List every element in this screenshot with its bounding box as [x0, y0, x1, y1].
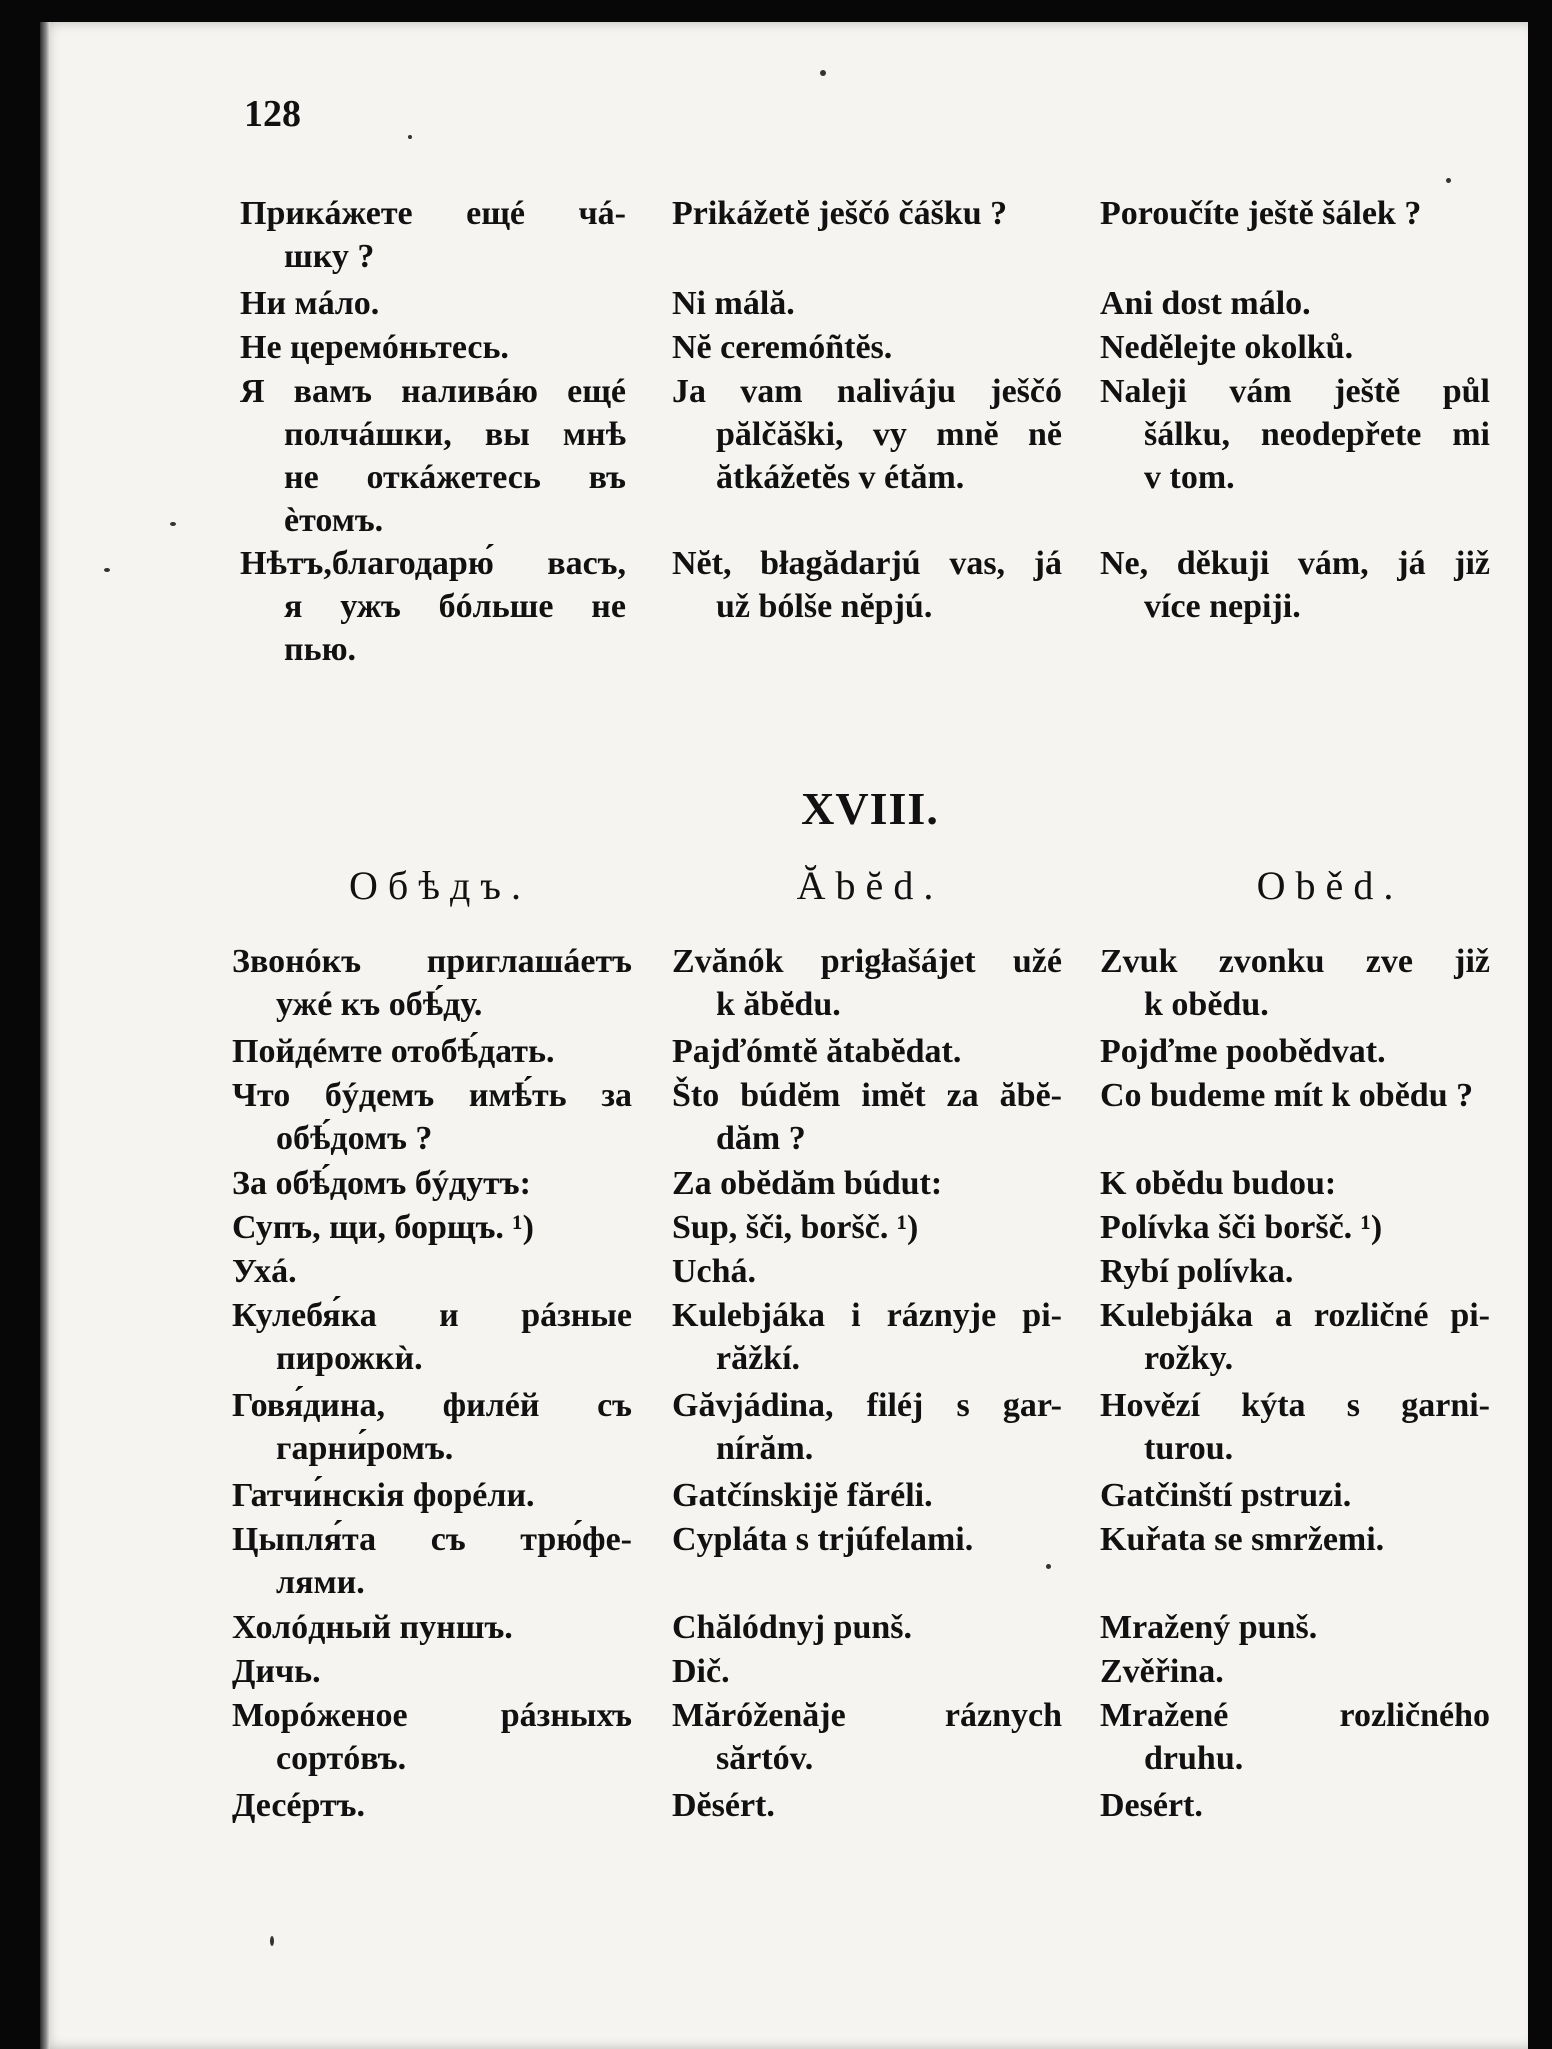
russian-entry [232, 1606, 632, 1649]
scan-speck [270, 1936, 274, 1946]
russian-line: пирожкѝ. [276, 1340, 423, 1377]
transliteration-entry [672, 192, 1062, 235]
scan-speck [1446, 178, 1451, 183]
russian-line: Кулебя́ка и рáзные [232, 1297, 632, 1334]
section-title-transliteration: Ăbĕd. [796, 863, 944, 908]
scan-speck [408, 135, 412, 139]
czech-entry [1100, 1650, 1490, 1693]
russian-line: Говя́дина, филéй съ [232, 1387, 632, 1424]
transliteration-line: Pajďómtĕ ătabĕdat. [672, 1033, 962, 1070]
russian-entry [240, 192, 626, 278]
czech-line: k obědu. [1144, 986, 1269, 1023]
transliteration-entry [672, 1518, 1062, 1561]
czech-line: Mražený punš. [1100, 1609, 1318, 1646]
czech-line: Kulebjáka a rozličné pi- [1100, 1297, 1490, 1334]
russian-entry [232, 1384, 632, 1470]
czech-entry [1100, 192, 1490, 235]
section-title-czech: Oběd. [1256, 863, 1404, 908]
scan-speck [170, 522, 176, 526]
russian-entry [240, 282, 626, 325]
czech-entry [1100, 1030, 1490, 1073]
russian-line: Дичь. [232, 1653, 321, 1690]
scan-speck [1046, 1564, 1051, 1569]
transliteration-entry [672, 1694, 1062, 1780]
russian-line: Что бýдемъ имѣ́ть за [232, 1077, 632, 1114]
russian-entry [232, 1294, 632, 1380]
russian-line: Цыпля́та съ трю́фе- [232, 1521, 632, 1558]
transliteration-line: Găvjádina, filéj s gar- [672, 1387, 1062, 1424]
czech-line: Pojďme poobědvat. [1100, 1033, 1386, 1070]
czech-line: druhu. [1144, 1740, 1244, 1777]
russian-line: не откáжетесь въ [284, 459, 626, 496]
russian-entry [232, 1250, 632, 1293]
transliteration-entry [672, 326, 1062, 369]
russian-line: я ужъ бóльше не [284, 588, 626, 625]
transliteration-entry [672, 1474, 1062, 1517]
russian-entry [232, 1784, 632, 1827]
czech-entry [1100, 1784, 1490, 1827]
czech-line: rožky. [1144, 1340, 1234, 1377]
section-number: XVIII. [801, 783, 939, 834]
transliteration-line: Nĕt, błagădarjú vas, já [672, 545, 1062, 582]
czech-entry [1100, 1384, 1490, 1470]
transliteration-entry [672, 1162, 1062, 1205]
czech-line: Hovězí kýta s garni- [1100, 1387, 1490, 1424]
transliteration-line: Măróženăje ráznych [672, 1697, 1062, 1734]
transliteration-line: Zvănók prigłašájet užé [672, 943, 1062, 980]
czech-entry [1100, 1162, 1490, 1205]
transliteration-line: Gatčínskijĕ făréli. [672, 1477, 933, 1514]
czech-line: Desért. [1100, 1787, 1203, 1824]
transliteration-entry [672, 1294, 1062, 1380]
czech-line: Nedělejte okolků. [1100, 329, 1354, 366]
czech-line: v tom. [1144, 459, 1235, 496]
transliteration-line: Dič. [672, 1653, 730, 1690]
russian-entry [232, 1650, 632, 1693]
czech-line: Polívka šči boršč. ¹) [1100, 1209, 1383, 1246]
czech-entry [1100, 1474, 1490, 1517]
czech-line: Co budeme mít k obědu ? [1100, 1077, 1474, 1114]
section-title-russian: Обѣдъ. [349, 863, 531, 908]
russian-entry [232, 1694, 632, 1780]
transliteration-line: sărtóv. [716, 1740, 814, 1777]
russian-line: Морóженое рáзныхъ [232, 1697, 632, 1734]
russian-entry [232, 1474, 632, 1517]
czech-entry [1100, 282, 1490, 325]
transliteration-entry [672, 1030, 1062, 1073]
czech-line: K obědu budou: [1100, 1165, 1337, 1202]
russian-line: лями. [276, 1564, 365, 1601]
czech-line: šálku, neodepřete mi [1144, 416, 1490, 453]
transliteration-line: Sup, šči, boršč. ¹) [672, 1209, 919, 1246]
transliteration-line: už bólše nĕpjú. [716, 588, 933, 625]
czech-line: Gatčinští pstruzi. [1100, 1477, 1352, 1514]
russian-line: пью. [284, 631, 357, 668]
russian-line: Десéртъ. [232, 1787, 365, 1824]
transliteration-line: Nĕ ceremóñtĕs. [672, 329, 893, 366]
czech-entry [1100, 370, 1490, 499]
transliteration-line: nírăm. [716, 1430, 814, 1467]
czech-line: turou. [1144, 1430, 1234, 1467]
czech-line: Rybí polívka. [1100, 1253, 1294, 1290]
transliteration-line: Cypláta s trjúfelami. [672, 1521, 974, 1558]
czech-entry [1100, 1294, 1490, 1380]
transliteration-line: pălčăški, vy mnĕ nĕ [716, 416, 1062, 453]
transliteration-line: dăm ? [716, 1120, 806, 1157]
czech-entry [1100, 1206, 1490, 1249]
czech-entry [1100, 1694, 1490, 1780]
russian-line: Я вамъ наливáю ещé [240, 373, 626, 410]
russian-entry [240, 326, 626, 369]
transliteration-entry [672, 1784, 1062, 1827]
russian-entry [232, 940, 632, 1026]
czech-line: Poroučíte ještě šálek ? [1100, 195, 1422, 232]
czech-line: Mražené rozličného [1100, 1697, 1490, 1734]
transliteration-line: Ja vam naliváju ješčó [672, 373, 1062, 410]
transliteration-entry [672, 940, 1062, 1026]
transliteration-line: ătkážetĕs v étăm. [716, 459, 965, 496]
russian-line: За обѣ́домъ бýдутъ: [232, 1165, 531, 1202]
czech-entry [1100, 326, 1490, 369]
russian-line: ужé къ обѣ́ду. [276, 986, 483, 1023]
russian-line: Холóдный пуншъ. [232, 1609, 513, 1646]
russian-entry [232, 1162, 632, 1205]
transliteration-entry [672, 1206, 1062, 1249]
russian-entry [232, 1518, 632, 1604]
czech-line: více nepiji. [1144, 588, 1301, 625]
transliteration-line: Za obĕdăm búdut: [672, 1165, 943, 1202]
russian-line: Ни мáло. [240, 285, 380, 322]
transliteration-line: Chălódnyj punš. [672, 1609, 913, 1646]
czech-entry [1100, 542, 1490, 628]
czech-entry [1100, 1074, 1490, 1117]
transliteration-line: Kulebjáka i ráznyje pi- [672, 1297, 1062, 1334]
russian-entry [240, 370, 626, 542]
czech-entry [1100, 1518, 1490, 1561]
russian-line: Нѣтъ,благодарю́ васъ, [240, 545, 626, 582]
transliteration-entry [672, 1250, 1062, 1293]
russian-line: Супъ, щи, борщъ. ¹) [232, 1209, 534, 1246]
scan-speck [104, 568, 110, 572]
czech-line: Naleji vám ještě půl [1100, 373, 1490, 410]
transliteration-entry [672, 1650, 1062, 1693]
transliteration-line: răžkí. [716, 1340, 801, 1377]
czech-entry [1100, 940, 1490, 1026]
russian-line: шку ? [284, 238, 375, 275]
czech-line: Zvěřina. [1100, 1653, 1224, 1690]
russian-line: Ухá. [232, 1253, 297, 1290]
transliteration-entry [672, 542, 1062, 628]
transliteration-entry [672, 1384, 1062, 1470]
page-binding-edge [40, 22, 50, 2049]
russian-line: ѐтомъ. [284, 502, 384, 539]
czech-line: Ne, děkuji vám, já již [1100, 545, 1490, 582]
transliteration-entry [672, 282, 1062, 325]
transliteration-line: Ni málă. [672, 285, 795, 322]
transliteration-line: Prikážetĕ ješčó čášku ? [672, 195, 1008, 232]
transliteration-line: k ăbĕdu. [716, 986, 841, 1023]
russian-line: Пойдéмте отобѣ́дать. [232, 1033, 555, 1070]
russian-entry [240, 542, 626, 671]
czech-entry [1100, 1606, 1490, 1649]
transliteration-line: Što búdĕm imĕt za ăbĕ- [672, 1077, 1062, 1114]
scan-speck [820, 70, 826, 76]
transliteration-line: Dĕsért. [672, 1787, 775, 1824]
transliteration-entry [672, 1606, 1062, 1649]
transliteration-line: Uchá. [672, 1253, 757, 1290]
russian-line: Гатчи́нскiя форéли. [232, 1477, 535, 1514]
transliteration-entry [672, 1074, 1062, 1160]
russian-line: Прикáжете ещé чá- [240, 195, 626, 232]
czech-line: Ani dost málo. [1100, 285, 1311, 322]
transliteration-entry [672, 370, 1062, 499]
russian-entry [232, 1074, 632, 1160]
czech-entry [1100, 1250, 1490, 1293]
russian-entry [232, 1206, 632, 1249]
russian-line: обѣ́домъ ? [276, 1120, 433, 1157]
czech-line: Zvuk zvonku zve již [1100, 943, 1490, 980]
russian-line: сортóвъ. [276, 1740, 407, 1777]
page-number: 128 [244, 93, 301, 135]
russian-line: Не церемóньтесь. [240, 329, 509, 366]
russian-line: Звонóкъ приглашáетъ [232, 943, 632, 980]
russian-line: полчáшки, вы мнѣ [284, 416, 626, 453]
czech-line: Kuřata se smržemi. [1100, 1521, 1385, 1558]
russian-entry [232, 1030, 632, 1073]
russian-line: гарни́ромъ. [276, 1430, 454, 1467]
